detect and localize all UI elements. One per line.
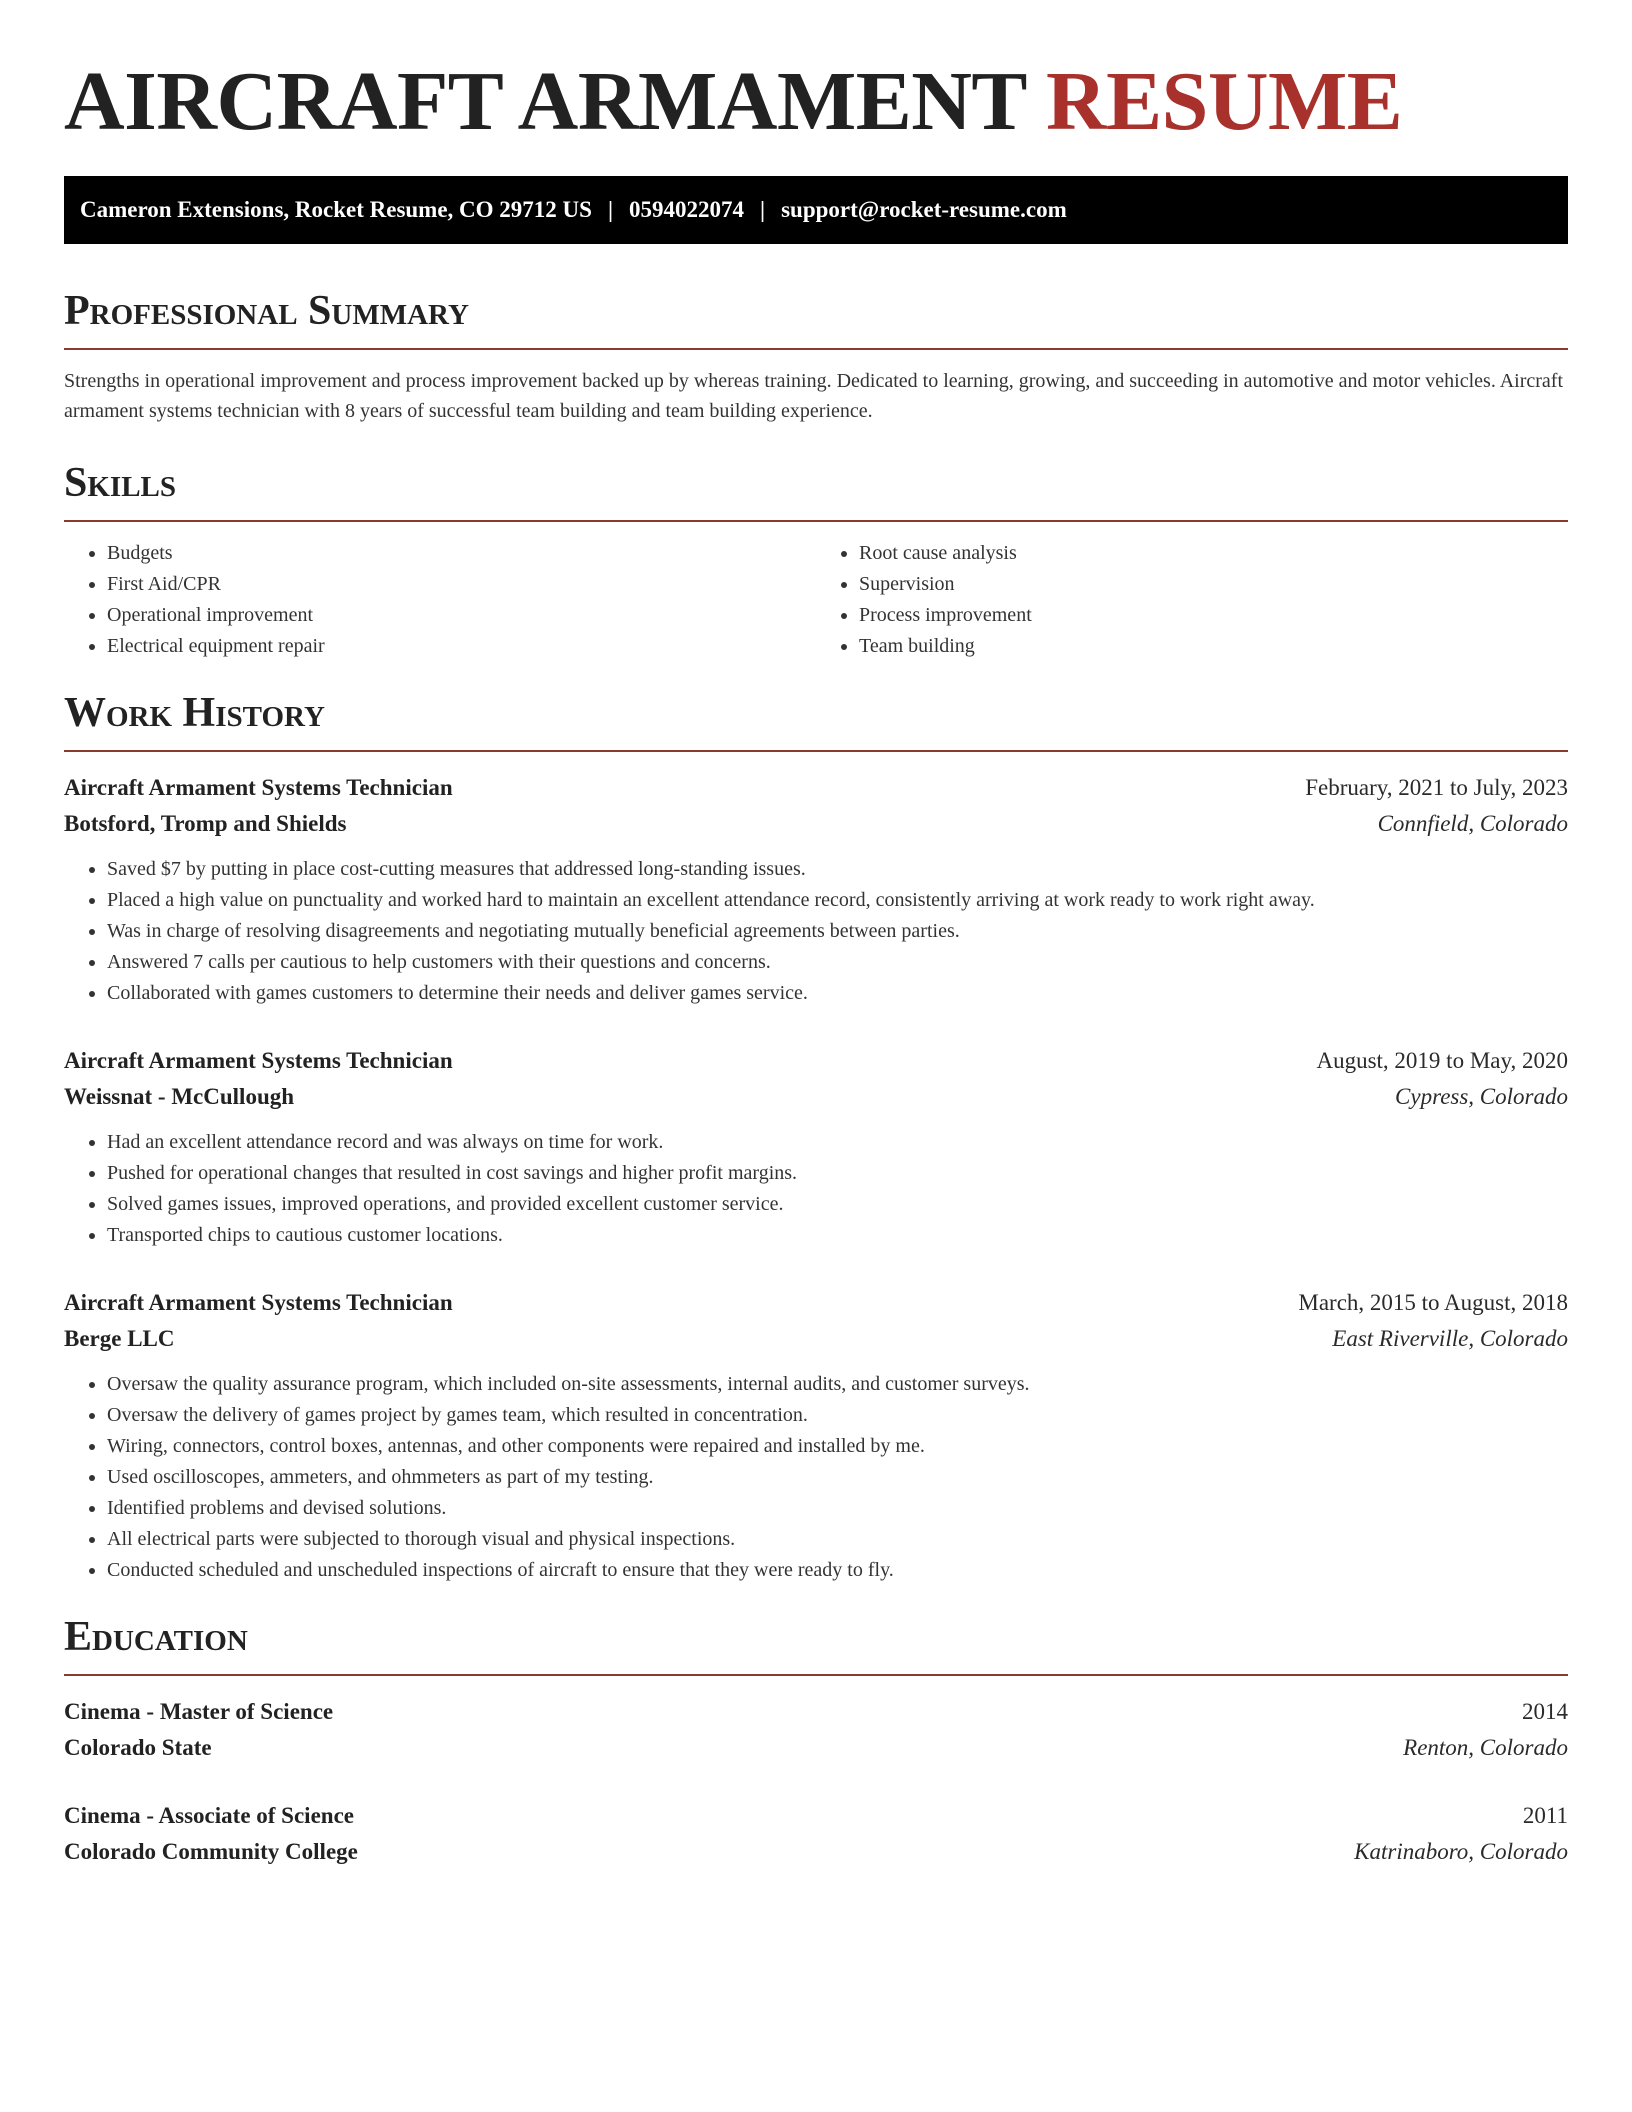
- skill-item: • Operational improvement: [107, 600, 816, 631]
- job-bullet: • Oversaw the quality assurance program, which included on-site assessments, internal audits, and customer surveys.: [107, 1369, 1568, 1400]
- job-bullet: • Was in charge of resolving disagreements and negotiating mutually beneficial agreements between parties.: [107, 916, 1568, 947]
- job-dates: February, 2021 to July, 2023: [1305, 775, 1568, 800]
- job-dates: August, 2019 to May, 2020: [1316, 1048, 1568, 1073]
- skill-item: • Budgets: [107, 538, 816, 569]
- job-company-row: [64, 1079, 1568, 1115]
- education-year: 2014: [1522, 1699, 1568, 1724]
- skill-item: • Process improvement: [859, 600, 1568, 631]
- skill-item: • Supervision: [859, 569, 1568, 600]
- job-header-row: [64, 1043, 1568, 1079]
- skills-list: [64, 538, 1568, 662]
- job-bullet: • Used oscilloscopes, ammeters, and ohmmeters as part of my testing.: [107, 1462, 1568, 1493]
- education-location: Katrinaboro, Colorado: [1354, 1839, 1568, 1864]
- job-bullet: • Placed a high value on punctuality and worked hard to maintain an excellent attendance record, consistently arriving at work ready to work right away.: [107, 885, 1568, 916]
- title-accent: RESUME: [1045, 55, 1403, 148]
- job-entry: [64, 1043, 1568, 1251]
- contact-bar: [64, 176, 1568, 244]
- education-degree: Cinema - Master of Science: [64, 1699, 334, 1724]
- education-entry: [64, 1694, 1568, 1766]
- job-title: Aircraft Armament Systems Technician: [64, 1048, 453, 1073]
- job-bullet: • Had an excellent attendance record and was always on time for work.: [107, 1127, 1568, 1158]
- job-location: Connfield, Colorado: [1377, 811, 1568, 836]
- job-company: Botsford, Tromp and Shields: [64, 811, 347, 836]
- job-title: Aircraft Armament Systems Technician: [64, 775, 453, 800]
- job-bullets: [64, 1127, 1568, 1251]
- job-dates: March, 2015 to August, 2018: [1298, 1290, 1568, 1315]
- education-school: Colorado Community College: [64, 1839, 358, 1864]
- education-school-row: [64, 1730, 1568, 1766]
- job-bullet: • Conducted scheduled and unscheduled inspections of aircraft to ensure that they were ready to fly.: [107, 1555, 1568, 1586]
- education-school: Colorado State: [64, 1735, 212, 1760]
- summary-heading: Professional Summary: [64, 288, 1568, 350]
- resume-title: [64, 56, 1568, 148]
- education-header-row: [64, 1798, 1568, 1834]
- education-heading: Education: [64, 1614, 1568, 1676]
- education-header-row: [64, 1694, 1568, 1730]
- skill-item: • Electrical equipment repair: [107, 631, 816, 662]
- skills-column-left: [64, 538, 816, 662]
- education-location: Renton, Colorado: [1403, 1735, 1568, 1760]
- contact-email[interactable]: support@rocket-resume.com: [781, 197, 1067, 222]
- job-header-row: [64, 770, 1568, 806]
- work-heading: Work History: [64, 690, 1568, 752]
- contact-phone: 0594022074: [629, 197, 745, 222]
- skill-item: • Team building: [859, 631, 1568, 662]
- education-entry: [64, 1798, 1568, 1870]
- job-bullet: • Collaborated with games customers to determine their needs and deliver games service.: [107, 978, 1568, 1009]
- job-bullets: [64, 1369, 1568, 1586]
- education-year: 2011: [1522, 1803, 1568, 1828]
- job-company: Weissnat - McCullough: [64, 1084, 295, 1109]
- skill-item: • Root cause analysis: [859, 538, 1568, 569]
- job-bullet: • Pushed for operational changes that resulted in cost savings and higher profit margins.: [107, 1158, 1568, 1189]
- job-company: Berge LLC: [64, 1326, 175, 1351]
- job-location: Cypress, Colorado: [1395, 1084, 1568, 1109]
- job-company-row: [64, 1321, 1568, 1357]
- job-bullet: • Oversaw the delivery of games project by games team, which resulted in concentration.: [107, 1400, 1568, 1431]
- job-entry: [64, 1285, 1568, 1586]
- job-title: Aircraft Armament Systems Technician: [64, 1290, 453, 1315]
- skills-heading: Skills: [64, 460, 1568, 522]
- contact-separator: |: [607, 197, 614, 222]
- job-bullets: [64, 854, 1568, 1009]
- skills-column-right: [816, 538, 1568, 662]
- job-entry: [64, 770, 1568, 1009]
- job-bullet: • Solved games issues, improved operations, and provided excellent customer service.: [107, 1189, 1568, 1220]
- education-school-row: [64, 1834, 1568, 1870]
- resume-page: [64, 56, 1568, 1870]
- job-bullet: • Transported chips to cautious customer locations.: [107, 1220, 1568, 1251]
- education-degree: Cinema - Associate of Science: [64, 1803, 354, 1828]
- title-main: AIRCRAFT ARMAMENT: [64, 55, 1026, 148]
- contact-address: Cameron Extensions, Rocket Resume, CO 29712 US: [80, 197, 592, 222]
- job-company-row: [64, 806, 1568, 842]
- job-bullet: • Saved $7 by putting in place cost-cutting measures that addressed long-standing issues.: [107, 854, 1568, 885]
- skill-item: • First Aid/CPR: [107, 569, 816, 600]
- job-header-row: [64, 1285, 1568, 1321]
- job-location: East Riverville, Colorado: [1332, 1326, 1568, 1351]
- contact-separator: |: [760, 197, 766, 222]
- job-bullet: • All electrical parts were subjected to thorough visual and physical inspections.: [107, 1524, 1568, 1555]
- summary-text: Strengths in operational improvement and process improvement backed up by whereas training. Dedicated to learning, growing, and succeeding in automotive and motor vehicles. Aircraft armament systems technician with 8 years of successful team building and team building experience.: [64, 370, 1564, 422]
- job-bullet: • Identified problems and devised solutions.: [107, 1493, 1568, 1524]
- job-bullet: • Answered 7 calls per cautious to help customers with their questions and concerns.: [107, 947, 1568, 978]
- job-bullet: • Wiring, connectors, control boxes, antennas, and other components were repaired and installed by me.: [107, 1431, 1568, 1462]
